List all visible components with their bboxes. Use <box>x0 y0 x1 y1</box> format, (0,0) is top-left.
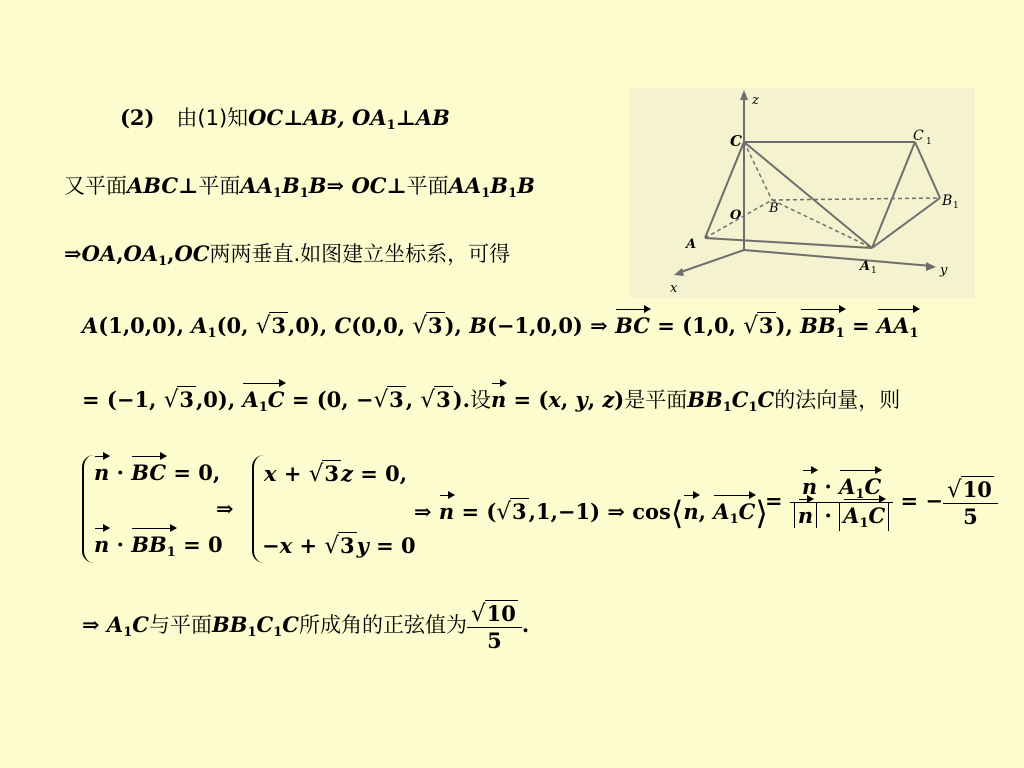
five-den: 5 <box>963 504 978 529</box>
z-label: z <box>752 93 759 108</box>
point-a1-label: A <box>860 259 871 274</box>
line-part2: (2) 由(1)知OC⊥AB, $OA_1\perp AB$ <box>120 105 450 133</box>
line3-tail: 两两垂直.如图建立坐标系，可得 <box>209 242 511 266</box>
line2-c: 平面 <box>406 174 449 198</box>
perp-symbol-4: ⊥ <box>386 173 407 198</box>
eq-n-bb1: $n \cdot BB_1 = 0$ <box>94 532 223 560</box>
final-b-text: 所成角的正弦值为 <box>299 613 468 637</box>
point-b1-label: B <box>942 193 953 209</box>
point-b-label: B <box>769 201 779 216</box>
implies-3: ⇒ <box>216 496 234 521</box>
eq-x-y: −x + √3y = 0 <box>262 533 416 559</box>
b-text: B <box>308 173 327 198</box>
final-five: 5 <box>487 628 502 653</box>
point-c1-sub: 1 <box>926 137 932 147</box>
part-label: (2) <box>120 105 155 130</box>
implies-symbol-2: ⇒ <box>64 241 82 266</box>
line-plane-perp: 又平面ABC⊥平面$AA_1B_1B\Rightarrow$ OC⊥平面$AA_1B_1B$ <box>64 173 535 201</box>
point-a-label: A <box>686 237 697 252</box>
implies-symbol: ⇒ <box>326 173 345 198</box>
line1-cn: 由(1)知 <box>176 106 249 130</box>
point-a1-sub: 1 <box>871 266 877 276</box>
oa1-text: OA <box>352 105 387 130</box>
ab2-text: AB <box>415 105 450 130</box>
x-label: x <box>670 281 678 296</box>
line2-b: 平面 <box>198 174 241 198</box>
abc-text: ABC <box>127 173 179 198</box>
line-conclusion: ⇒ $A_1C$与平面$BB_1C_1C$所成角的正弦值为 $\frac{√10}{5}$ . <box>82 601 530 653</box>
eq-x-z: x + √3z = 0, <box>264 461 408 487</box>
point-c-label: C <box>730 132 742 150</box>
sqrt10: 10 <box>962 477 992 502</box>
point-o-label: O <box>730 208 742 223</box>
eq-n-bc: n · BC = 0, <box>94 460 221 485</box>
perp-symbol-3: ⊥ <box>178 173 199 198</box>
coordinate-figure <box>630 88 975 298</box>
oc2-text: OC <box>351 173 387 198</box>
normal-and-cos: ⇒ n = (√3,1,−1) ⇒ cos⟨n, $A_1C⟩$ <box>414 494 768 532</box>
line-coordinate-setup: $\Rightarrow OA,OA_1,OC$两两垂直.如图建立坐标系，可得 <box>64 241 511 269</box>
left-brace-1 <box>82 455 94 563</box>
figure-background <box>630 88 975 298</box>
cos-fraction: = $\frac{n \cdot A_1C}{n \cdot A_1C}$ = − $\frac{√10}{5}$ <box>765 474 998 531</box>
perp-symbol: ⊥ <box>283 105 304 130</box>
final-a-text: 与平面 <box>148 613 212 637</box>
final-sqrt10: 10 <box>486 601 516 626</box>
aa-text: AA <box>240 173 273 198</box>
line2-a: 又平面 <box>64 174 127 198</box>
line-vectors: = (−1, √3,0), $A_1C = (0$, −√3, √3).设n = (x, y, z)是平面$BB_1C_1C$的法向量，则 <box>82 387 901 415</box>
ab-text: AB, <box>303 105 345 130</box>
oc-text: OC <box>248 105 284 130</box>
y-label: y <box>940 263 948 278</box>
point-c1-label: C <box>913 128 924 144</box>
perp-symbol-2: ⊥ <box>395 105 416 130</box>
normal-tail-text: 的法向量，则 <box>774 388 901 412</box>
is-normal-text: 是平面 <box>624 388 688 412</box>
set-n-text: 设 <box>469 388 491 412</box>
point-b1-sub: 1 <box>953 201 959 211</box>
line-coordinates: A(1,0,0), $A_1(0$, √3,0), C(0,0, √3), B(−1,0,0) ⇒ BC = (1,0, √3), $BB_1 = AA_1$ <box>82 313 919 341</box>
cos-text: cos <box>632 499 671 524</box>
